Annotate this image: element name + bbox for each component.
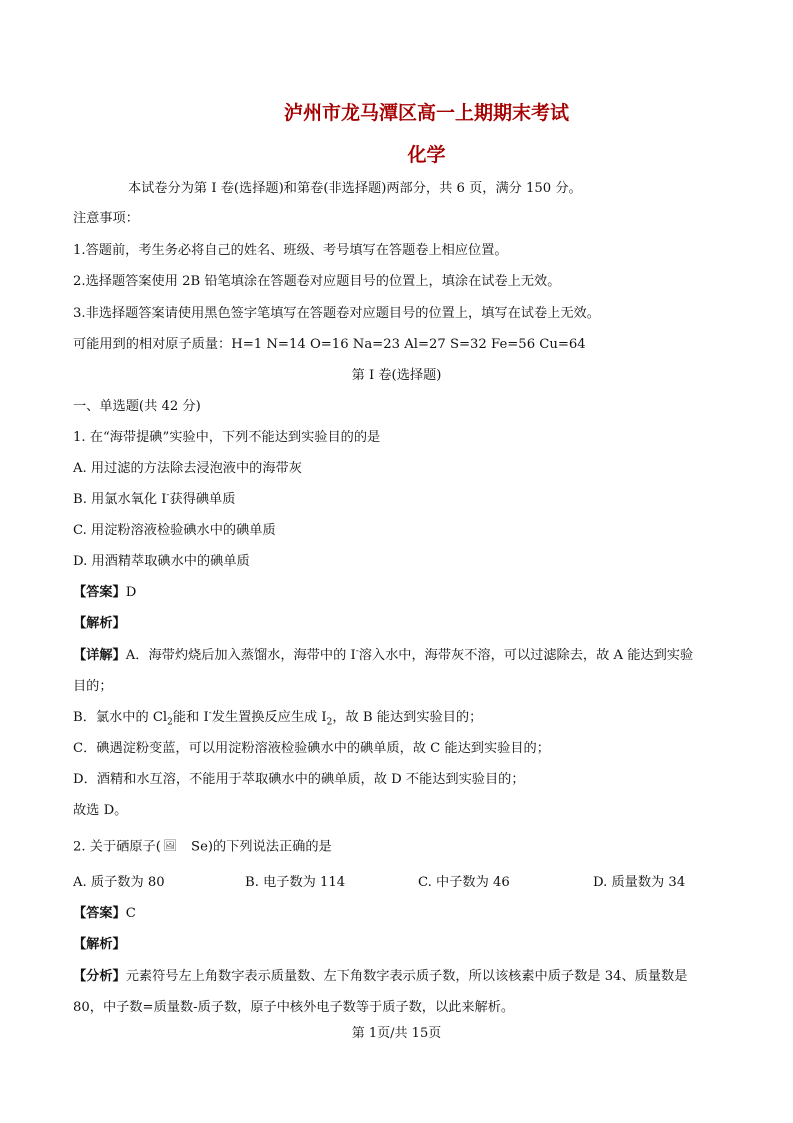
superscript: - (208, 708, 212, 719)
broken-image-icon: 🖼 (162, 839, 177, 852)
question-1-option-b (73, 491, 235, 509)
analysis-text: 元素符号左上角数字表示质量数、左下角数字表示质子数，所以该核素中质子数是 34、质量数是 (125, 969, 688, 984)
subscript: 2 (167, 717, 173, 728)
question-2-analysis-line (73, 968, 687, 986)
superscript: - (166, 490, 170, 501)
question-1-option-d: D. 用酒精萃取碘水中的碘单质 (73, 554, 250, 569)
question-1-detail-line: D．酒精和水互溶，不能用于萃取碘水中的碘单质，故 D 不能达到实验目的； (73, 772, 525, 787)
question-1-stem: 1. 在“海带提碘”实验中，下列不能达到实验目的的是 (73, 430, 381, 445)
detail-text: A．海带灼烧后加入蒸馏水，海带中的 I (125, 648, 356, 663)
question-1-detail-line: 目的； (73, 679, 113, 694)
question-1-detail-line (73, 647, 693, 665)
stem-text: 2. 关于硒原子( (73, 839, 161, 855)
question-1-detail-line: 故选 D。 (73, 803, 128, 818)
detail-text: 能和 I (172, 710, 209, 725)
answer-value: C (125, 906, 136, 921)
detail-label: 【详解】 (73, 648, 126, 663)
note-item: 3.非选择题答案请使用黑色签字笔填写在答题卷对应题目号的位置上，填写在试卷上无效。 (73, 306, 600, 321)
question-1-analysis-label: 【解析】 (73, 616, 126, 631)
detail-text: 发生置换反应生成 I (211, 710, 327, 725)
question-1-option-a: A. 用过滤的方法除去浸泡液中的海带灰 (73, 461, 302, 476)
question-1-option-c: C. 用淀粉溶液检验碘水中的碘单质 (73, 523, 276, 538)
isotope-notation-image (161, 838, 187, 856)
superscript: - (355, 646, 359, 657)
part-heading: 一、单选题(共 42 分) (73, 399, 201, 414)
intro-text: 本试卷分为第 I 卷(选择题)和第卷(非选择题)两部分，共 6 页，满分 150 分。 (128, 181, 582, 196)
detail-text: B．氯水中的 Cl (73, 710, 168, 725)
option-b-text: B. 用氯水氧化 I (73, 492, 167, 507)
question-2-option-a: A. 质子数为 80 (73, 875, 165, 890)
notes-heading: 注意事项： (73, 211, 139, 226)
subscript: 2 (326, 717, 333, 728)
answer-value: D (125, 585, 137, 600)
question-1-answer (73, 584, 136, 602)
atomic-masses: 可能用到的相对原子质量：H=1 N=14 O=16 Na=23 Al=27 S=32 Fe=56 Cu=64 (73, 337, 586, 352)
question-2-stem (73, 838, 332, 857)
analysis-tag: 【分析】 (73, 969, 126, 984)
question-1-detail-line: C．碘遇淀粉变蓝，可以用淀粉溶液检验碘水中的碘单质，故 C 能达到实验目的； (73, 741, 550, 756)
answer-label: 【答案】 (73, 585, 126, 600)
exam-title: 泸州市龙马潭区高一上期期末考试 (283, 102, 569, 124)
exam-subject: 化学 (407, 144, 446, 166)
note-item: 1.答题前，考生务必将自己的姓名、班级、考号填写在答题卷上相应位置。 (73, 243, 508, 258)
question-2-analysis-label: 【解析】 (73, 937, 126, 952)
section-title: 第 I 卷(选择题) (351, 368, 442, 383)
page-footer: 第 1页/共 15页 (351, 1026, 442, 1041)
question-2-analysis-line: 80，中子数=质量数-质子数，原子中核外电子数等于质子数，以此来解析。 (73, 1000, 515, 1015)
question-2-answer (73, 905, 136, 923)
question-2-option-b: B. 电子数为 114 (245, 875, 346, 890)
question-2-option-c: C. 中子数为 46 (418, 875, 510, 890)
answer-label: 【答案】 (73, 906, 126, 921)
question-1-detail-line (73, 709, 482, 727)
stem-text: Se)的下列说法正确的是 (186, 839, 332, 855)
note-item: 2.选择题答案使用 2B 铅笔填涂在答题卷对应题目号的位置上，填涂在试卷上无效。 (73, 274, 561, 289)
detail-text: ，故 B 能达到实验目的； (332, 710, 483, 725)
detail-text: 溶入水中，海带灰不溶，可以过滤除去，故 A 能达到实验 (358, 648, 694, 663)
question-2-option-d: D. 质量数为 34 (593, 875, 686, 890)
option-b-tail: 获得碘单质 (169, 492, 236, 507)
